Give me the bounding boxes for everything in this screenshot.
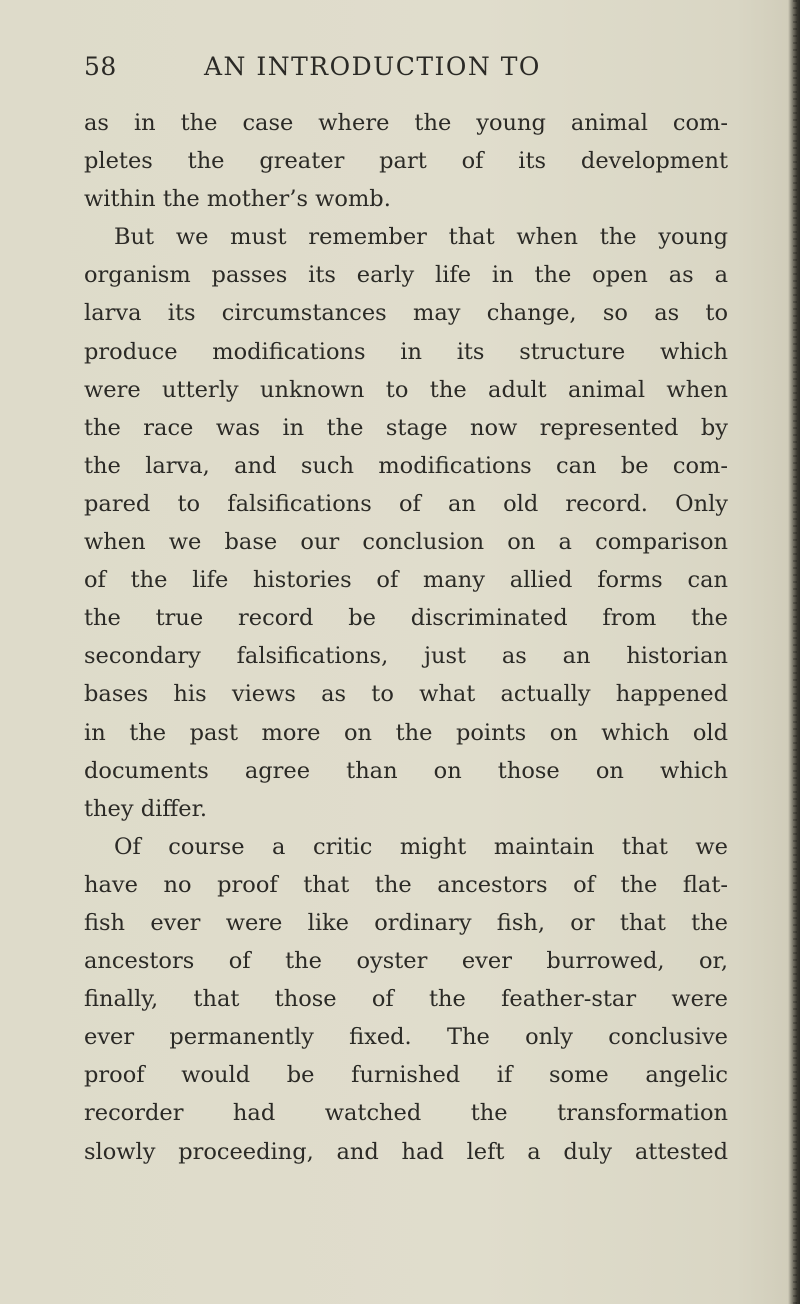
text-line: bases his views as to what actually happened <box>84 681 728 708</box>
text-line: produce modifications in its structure which <box>84 338 728 365</box>
text-line: ever permanently fixed. The only conclusive <box>84 1024 728 1051</box>
text-line: have no proof that the ancestors of the flat- <box>84 871 728 898</box>
text-line: fish ever were like ordinary fish, or that the <box>84 909 728 936</box>
text-line: larva its circumstances may change, so as to <box>84 300 728 327</box>
text-line: as in the case where the young animal com- <box>84 110 728 136</box>
text-line: Of course a critic might maintain that we <box>114 833 728 860</box>
text-line: when we base our conclusion on a comparison <box>84 529 728 556</box>
text-line: of the life histories of many allied forms can <box>84 567 728 594</box>
text-line: within the mother’s womb. <box>84 186 391 213</box>
text-line: slowly proceeding, and had left a duly attested <box>84 1138 728 1165</box>
body-text <box>84 104 728 1171</box>
text-line: proof would be furnished if some angelic <box>84 1062 728 1089</box>
text-line: pletes the greater part of its development <box>84 148 728 175</box>
page-edge-texture <box>793 0 797 1304</box>
text-line: But we must remember that when the young <box>114 224 728 251</box>
text-line: the race was in the stage now represented by <box>84 414 728 441</box>
text-line: pared to falsifications of an old record. Only <box>84 490 728 517</box>
text-line: finally, that those of the feather-star were <box>84 986 728 1013</box>
text-line: secondary falsifications, just as an historian <box>84 643 728 670</box>
running-title: AN INTRODUCTION TO <box>204 52 541 81</box>
text-line: ancestors of the oyster ever burrowed, or, <box>84 948 728 975</box>
text-line: they differ. <box>84 795 208 822</box>
page-number: 58 <box>84 52 117 81</box>
text-line: documents agree than on those on which <box>84 757 728 784</box>
text-line: recorder had watched the transformation <box>84 1100 728 1127</box>
text-line: organism passes its early life in the open as a <box>84 262 728 289</box>
text-line: were utterly unknown to the adult animal when <box>84 376 728 403</box>
page-header <box>84 52 734 92</box>
text-line: in the past more on the points on which old <box>84 719 728 746</box>
text-line: the true record be discriminated from the <box>84 605 728 632</box>
text-line: the larva, and such modifications can be com- <box>84 452 728 479</box>
